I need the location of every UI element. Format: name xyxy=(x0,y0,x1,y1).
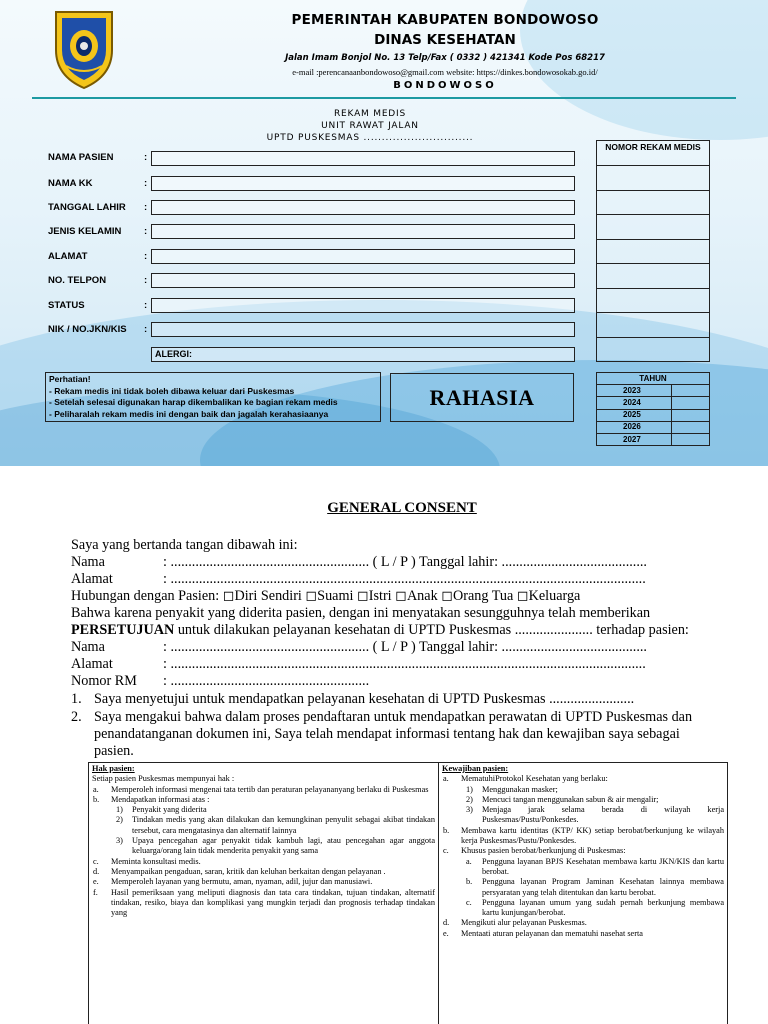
list-item xyxy=(442,918,724,928)
family-head-field[interactable] xyxy=(151,176,575,191)
year-mark-cell[interactable] xyxy=(672,409,710,421)
list-text: Memperoleh layanan yang bermutu, aman, nyaman, adil, jujur dan manusiawi. xyxy=(111,877,373,887)
record-number-cell[interactable] xyxy=(596,313,710,338)
field-label-status: STATUS xyxy=(48,300,85,311)
patient-address-row xyxy=(71,656,646,673)
list-marker: 2) xyxy=(466,794,473,804)
list-text: Upaya pencegahan agar penyakit tidak kambuh lagi, atau pencegahan agar anggota keluarga/orang lain tidak menderita penyakit yang sama xyxy=(132,836,435,856)
field-label-gender: JENIS KELAMIN xyxy=(48,226,122,237)
list-item xyxy=(442,929,724,939)
notice-title: Perhatian! xyxy=(49,374,91,384)
list-marker: b. xyxy=(93,794,100,804)
agency-contact: e-mail :perencanaanbondowoso@gmail.com website: https://dinkes.bondowosokab.go.id/ xyxy=(292,67,598,77)
year-cell: 2027 xyxy=(597,433,672,445)
list-marker: f. xyxy=(93,887,98,897)
list-marker: b. xyxy=(466,877,473,887)
consent-name-row xyxy=(71,554,647,571)
field-colon: : xyxy=(144,202,148,213)
list-item xyxy=(442,795,724,805)
list-text: Membawa kartu identitas (KTP/ KK) setiap berobat/berkunjung ke wilayah kerja Puskesmas/Pustu/Ponkesdes. xyxy=(461,825,724,846)
list-marker: a. xyxy=(443,774,449,784)
list-text: Menjaga jarak selama berada di wilayah kerja Puskesmas/Pustu/Ponkesdes. xyxy=(482,805,724,825)
list-text: Pengguna layanan Program Jaminan Kesehatan lainnya membawa persyaratan yang telah ditentukan dan kartu berobat. xyxy=(482,877,724,897)
record-number-cell[interactable] xyxy=(596,240,710,264)
list-marker: d. xyxy=(443,918,450,928)
rights-intro: Setiap pasien Puskesmas mempunyai hak : xyxy=(92,774,235,784)
list-item xyxy=(442,877,724,898)
list-text: Khusus pasien berobat/berkunjung di Puskesmas: xyxy=(461,846,626,856)
list-item xyxy=(92,857,435,867)
list-item xyxy=(442,774,724,784)
rm-line[interactable]: : ........................................................ xyxy=(163,673,370,689)
list-text: Pengguna layanan BPJS Kesehatan membawa kartu JKN/KIS dan kartu berobat. xyxy=(482,856,724,876)
notice-line: - Rekam medis ini tidak boleh dibawa keluar dari Puskesmas xyxy=(49,385,295,396)
list-marker: d. xyxy=(93,866,100,876)
gender-field[interactable] xyxy=(151,224,575,239)
allergy-field[interactable]: ALERGI: xyxy=(151,347,575,362)
bondowoso-emblem-icon xyxy=(52,6,116,90)
list-item xyxy=(92,815,435,836)
field-colon: : xyxy=(144,152,148,163)
notice-line: - Setelah selesai digunakan harap dikembalikan ke bagian rekam medis xyxy=(49,397,338,407)
field-colon: : xyxy=(144,226,148,237)
list-item xyxy=(442,785,724,795)
status-field[interactable] xyxy=(151,298,575,313)
list-marker: 1) xyxy=(466,784,473,794)
list-marker: c. xyxy=(466,897,472,907)
city-name: BONDOWOSO xyxy=(393,80,497,91)
list-item xyxy=(92,867,435,877)
list-marker: e. xyxy=(93,877,99,887)
card-subtitle: UNIT RAWAT JALAN xyxy=(321,121,419,131)
phone-field[interactable] xyxy=(151,273,575,288)
agency-name: DINAS KESEHATAN xyxy=(374,32,516,48)
year-header: TAHUN xyxy=(597,373,710,385)
patient-address-line[interactable]: : ...................................................................................................................................... xyxy=(163,656,646,672)
list-item xyxy=(442,826,724,847)
name-label: Nama xyxy=(71,554,105,570)
list-text: Tindakan medis yang akan dilakukan dan kemungkinan penyulit sebagai akibat tindakan tersebut, cara mengatasinya dan alternatif lainnya xyxy=(132,815,435,835)
relation-options[interactable]: Hubungan dengan Pasien: ◻Diri Sendiri ◻Suami ◻Istri ◻Anak ◻Orang Tua ◻Keluarga xyxy=(71,588,581,604)
consent-address-row xyxy=(71,571,646,588)
list-marker: 3) xyxy=(466,805,473,815)
year-cell: 2025 xyxy=(597,409,672,421)
point-number: 1. xyxy=(71,691,82,707)
medical-record-card xyxy=(0,0,768,466)
list-text: Mencuci tangan menggunakan sabun & air mengalir; xyxy=(482,794,659,804)
list-text: Penyakit yang diderita xyxy=(132,805,207,815)
field-colon: : xyxy=(144,275,148,286)
year-cell: 2026 xyxy=(597,421,672,433)
field-label-phone: NO. TELPON xyxy=(48,275,107,286)
field-label-address: ALAMAT xyxy=(48,251,88,262)
record-number-cell[interactable] xyxy=(596,289,710,313)
list-text: MematuhiProtokol Kesehatan yang berlaku: xyxy=(461,774,608,784)
list-text: Hasil pemeriksaan yang meliputi diagnosis dan tata cara tindakan, tujuan tindakan, alternatif tindakan, resiko, biaya dan komplikasi yang mungkin terjadi dan prognosis terhadap tindakan yang xyxy=(111,887,435,918)
confidential-stamp: RAHASIA xyxy=(390,373,574,422)
list-marker: 2) xyxy=(116,815,123,825)
field-label-patient-name: NAMA PASIEN xyxy=(48,152,114,163)
year-table xyxy=(596,372,710,446)
consent-statement: Bahwa karena penyakit yang diderita pasien, dengan ini menyatakan sesungguhnya telah memberikan xyxy=(71,605,651,621)
name-line[interactable]: : ........................................................ ( L / P ) Tanggal lahir: ......................................... xyxy=(163,554,647,570)
list-item xyxy=(92,888,435,919)
list-text: Mengikuti alur pelayanan Puskesmas. xyxy=(461,918,587,928)
consent-intro: Saya yang bertanda tangan dibawah ini: xyxy=(71,537,298,553)
list-item xyxy=(92,805,435,815)
header-divider xyxy=(32,97,736,99)
record-number-cell[interactable] xyxy=(596,166,710,191)
nik-field[interactable] xyxy=(151,322,575,337)
field-colon: : xyxy=(144,324,148,335)
list-text: Menggunakan masker; xyxy=(482,784,558,794)
notice-line: - Peliharalah rekam medis ini dengan baik dan jagalah kerahasiaanya xyxy=(49,408,329,419)
point-text-continued: pasien. xyxy=(94,743,134,759)
record-number-label: NOMOR REKAM MEDIS xyxy=(596,140,710,166)
consent-approval-row xyxy=(71,622,689,639)
list-item xyxy=(442,898,724,919)
field-colon: : xyxy=(144,300,148,311)
agency-address: Jalan Imam Bonjol No. 13 Telp/Fax ( 0332 ) 421341 Kode Pos 68217 xyxy=(285,53,605,63)
year-mark-cell[interactable] xyxy=(672,385,710,397)
list-marker: c. xyxy=(443,846,449,856)
year-mark-cell[interactable] xyxy=(672,397,710,409)
record-number-cell[interactable] xyxy=(596,338,710,362)
year-cell: 2024 xyxy=(597,397,672,409)
list-item xyxy=(442,805,724,826)
field-label-family-head: NAMA KK xyxy=(48,178,93,189)
list-marker: 3) xyxy=(116,836,123,846)
list-marker: b. xyxy=(443,825,450,835)
obligations-title: Kewajiban pasien: xyxy=(442,764,509,773)
notice-box xyxy=(45,372,381,422)
birth-date-field[interactable] xyxy=(151,200,575,215)
rm-label: Nomor RM xyxy=(71,673,137,689)
record-number-cell[interactable] xyxy=(596,264,710,289)
patient-name-field[interactable] xyxy=(151,151,575,166)
address-line[interactable]: : ...................................................................................................................................... xyxy=(163,571,646,587)
rights-obligations-table xyxy=(88,762,728,1024)
list-marker: 1) xyxy=(116,805,123,815)
list-marker: a. xyxy=(466,856,472,866)
field-label-nik: NIK / NO.JKN/KIS xyxy=(48,324,127,335)
list-item xyxy=(442,846,724,856)
point-text: Saya mengakui bahwa dalam proses pendaftaran untuk mendapatkan perawatan di UPTD Puskesmas dan xyxy=(94,709,693,725)
government-name: PEMERINTAH KABUPATEN BONDOWOSO xyxy=(291,12,599,28)
list-text: Mentaati aturan pelayanan dan mematuhi nasehat serta xyxy=(461,928,643,938)
list-text: Pengguna layanan umum yang sudah pernah berkunjung membawa kartu kunjungan/berobat. xyxy=(482,897,724,918)
list-text: Mendapatkan informasi atas : xyxy=(111,794,210,804)
rm-row xyxy=(71,673,369,690)
year-mark-cell[interactable] xyxy=(672,433,710,445)
list-item xyxy=(92,836,435,857)
point-text-continued: penandatanganan dokumen ini, Saya telah mendapat informasi tentang hak dan kewajiban saya sebagai xyxy=(94,726,680,742)
address-label: Alamat xyxy=(71,571,113,587)
field-colon: : xyxy=(144,178,148,189)
list-text: Meminta konsultasi medis. xyxy=(111,856,201,866)
list-item xyxy=(92,877,435,887)
list-marker: c. xyxy=(93,856,99,866)
consent-approval-text: untuk dilakukan pelayanan kesehatan di UPTD Puskesmas ...................... terhadap pasien: xyxy=(174,622,689,638)
list-item xyxy=(92,795,435,805)
patient-address-label: Alamat xyxy=(71,656,113,672)
patient-obligations-column xyxy=(439,763,727,940)
address-field[interactable] xyxy=(151,249,575,264)
point-number: 2. xyxy=(71,709,82,725)
consent-title: GENERAL CONSENT xyxy=(327,500,477,516)
record-number-cell[interactable] xyxy=(596,215,710,240)
year-cell: 2023 xyxy=(597,385,672,397)
patient-rights-column xyxy=(89,763,439,1024)
field-colon: : xyxy=(144,251,148,262)
consent-point xyxy=(71,709,692,726)
card-title: REKAM MEDIS xyxy=(333,109,406,119)
point-text: Saya menyetujui untuk mendapatkan pelayanan kesehatan di UPTD Puskesmas ........................ xyxy=(94,691,635,707)
consent-word: PERSETUJUAN xyxy=(71,622,175,638)
record-number-cell[interactable] xyxy=(596,191,710,215)
list-marker: e. xyxy=(443,928,449,938)
list-text: Memperoleh informasi mengenai tata tertib dan peraturan pelayananyang berlaku di Puskesmas xyxy=(111,784,429,794)
rights-title: Hak pasien: xyxy=(92,764,135,773)
patient-name-label: Nama xyxy=(71,639,105,655)
field-label-birth-date: TANGGAL LAHIR xyxy=(48,202,126,213)
list-text: Menyampaikan pengaduan, saran, kritik dan keluhan berkaitan dengan pelayanan . xyxy=(111,866,386,876)
list-marker: a. xyxy=(93,784,99,794)
card-puskesmas: UPTD PUSKESMAS .............................. xyxy=(266,133,474,143)
patient-name-line[interactable]: : ........................................................ ( L / P ) Tanggal lahir: ......................................... xyxy=(163,639,647,655)
list-item xyxy=(442,857,724,878)
consent-point xyxy=(71,691,634,708)
patient-name-row xyxy=(71,639,647,656)
year-mark-cell[interactable] xyxy=(672,421,710,433)
list-item xyxy=(92,785,435,795)
